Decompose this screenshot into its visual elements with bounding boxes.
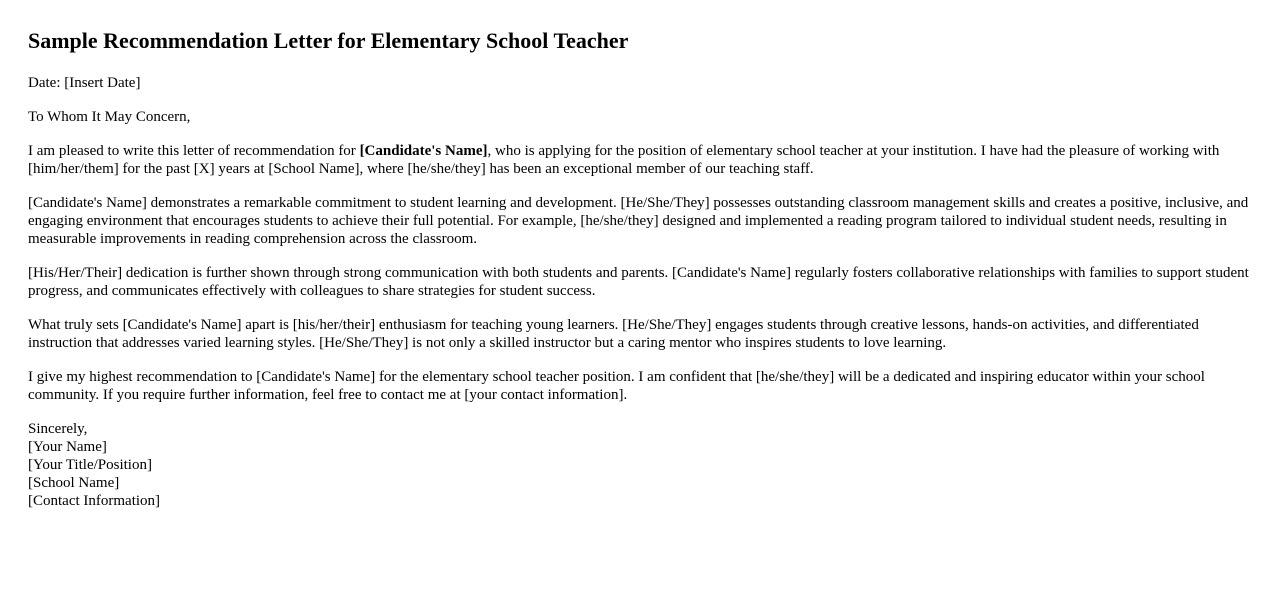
signature-block bbox=[28, 420, 1250, 510]
paragraph-enthusiasm: What truly sets [Candidate's Name] apart is [his/her/their] enthusiasm for teaching young learners. [He/She/They] engages students through creative lessons, hands-on activities, and differentiated instruction that addresses varied learning styles. [He/She/They] is not only a skilled instructor but a caring mentor who inspires students to love learning. bbox=[28, 317, 1199, 351]
signature-title: [Your Title/Position] bbox=[28, 457, 152, 473]
date-line: Date: [Insert Date] bbox=[28, 75, 141, 91]
closing-sincerely: Sincerely, bbox=[28, 421, 88, 437]
page-title: Sample Recommendation Letter for Elementary School Teacher bbox=[28, 28, 629, 53]
intro-text-before: I am pleased to write this letter of recommendation for bbox=[28, 143, 360, 159]
paragraph-dedication: [His/Her/Their] dedication is further shown through strong communication with both students and parents. [Candidate's Name] regularly fosters collaborative relationships with families to support student progress, and communicates effectively with colleagues to share strategies for student success. bbox=[28, 265, 1249, 299]
paragraph-introduction bbox=[28, 142, 1250, 178]
intro-text-after: , who is applying for the position of elementary school teacher at your institution. I have had the pleasure of working with [him/her/them] for the past [X] years at [School Name], where [he/she/they] has been an exceptional member of our teaching staff. bbox=[28, 143, 1220, 177]
signature-school: [School Name] bbox=[28, 475, 120, 491]
signature-contact: [Contact Information] bbox=[28, 493, 161, 509]
signature-name: [Your Name] bbox=[28, 439, 107, 455]
salutation: To Whom It May Concern, bbox=[28, 109, 191, 125]
paragraph-commitment: [Candidate's Name] demonstrates a remarkable commitment to student learning and development. [He/She/They] possesses outstanding classroom management skills and creates a positive, inclusive, and engaging environment that encourages students to achieve their full potential. For example, [he/she/they] designed and implemented a reading program tailored to individual student needs, resulting in measurable improvements in reading comprehension across the classroom. bbox=[28, 195, 1249, 247]
candidate-name-bold: [Candidate's Name] bbox=[359, 143, 488, 159]
paragraph-recommendation: I give my highest recommendation to [Candidate's Name] for the elementary school teacher position. I am confident that [he/she/they] will be a dedicated and inspiring educator within your school community. If you require further information, feel free to contact me at [your contact information]. bbox=[28, 369, 1205, 403]
